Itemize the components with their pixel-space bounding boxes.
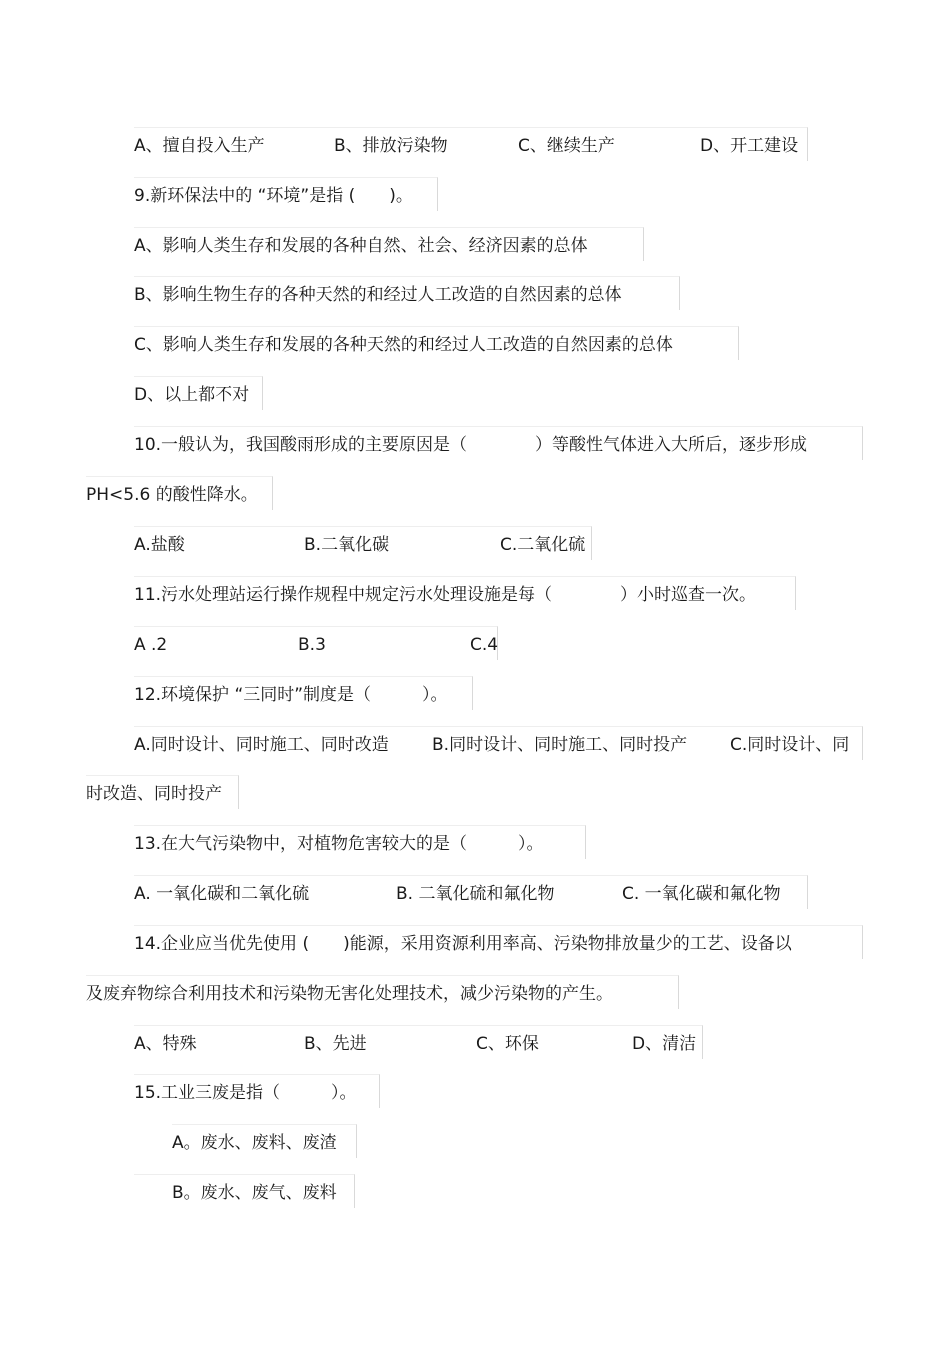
q9-option-b: B、影响生物生存的各种天然的和经过人工改造的自然因素的总体 bbox=[134, 276, 680, 310]
q9-stem: 9.新环保法中的 “环境”是指 ( )。 bbox=[134, 177, 438, 211]
q8-option-d: D、开工建设 bbox=[700, 136, 799, 156]
q8-option-b: B、排放污染物 bbox=[334, 136, 448, 156]
q15-stem: 15.工业三废是指（ ）。 bbox=[134, 1074, 380, 1108]
q10-stem-line2: PH<5.6 的酸性降水。 bbox=[86, 476, 273, 510]
q14-options-row bbox=[134, 1025, 703, 1059]
q13-option-c: C. 一氧化碳和氟化物 bbox=[622, 884, 781, 904]
q14-option-a: A、特殊 bbox=[134, 1034, 197, 1054]
q10-option-c: C.二氧化硫 bbox=[500, 535, 586, 555]
q12-option-b: B.同时设计、同时施工、同时投产 bbox=[432, 735, 688, 755]
q8-option-c: C、继续生产 bbox=[518, 136, 615, 156]
q9-option-d: D、以上都不对 bbox=[134, 376, 263, 410]
q10-option-b: B.二氧化碳 bbox=[304, 535, 390, 555]
q10-options-row bbox=[134, 526, 592, 560]
q9-option-a: A、影响人类生存和发展的各种自然、社会、经济因素的总体 bbox=[134, 227, 644, 261]
q12-options-row bbox=[134, 726, 863, 760]
q14-option-c: C、环保 bbox=[476, 1034, 539, 1054]
q14-option-d: D、清洁 bbox=[632, 1034, 697, 1054]
q11-option-b: B.3 bbox=[298, 635, 326, 655]
q10-option-a: A.盐酸 bbox=[134, 535, 185, 555]
q14-option-b: B、先进 bbox=[304, 1034, 367, 1054]
q11-option-c: C.4 bbox=[470, 635, 499, 655]
q8-option-a: A、擅自投入生产 bbox=[134, 136, 265, 156]
q11-stem: 11.污水处理站运行操作规程中规定污水处理设施是每（ ）小时巡查一次。 bbox=[134, 576, 796, 610]
q9-option-c: C、影响人类生存和发展的各种天然的和经过人工改造的自然因素的总体 bbox=[134, 326, 739, 360]
q11-options-row bbox=[134, 626, 498, 660]
q14-stem-line2: 及废弃物综合利用技术和污染物无害化处理技术，减少污染物的产生。 bbox=[86, 975, 679, 1009]
q15-option-b: B。废水、废气、废料 bbox=[134, 1174, 355, 1208]
q12-stem: 12.环境保护 “三同时”制度是（ ）。 bbox=[134, 676, 473, 710]
q10-stem-line1: 10.一般认为，我国酸雨形成的主要原因是（ ）等酸性气体进入大所后，逐步形成 bbox=[134, 426, 863, 460]
q12-option-c-wrap: 时改造、同时投产 bbox=[86, 775, 239, 809]
q15-option-a: A。废水、废料、废渣 bbox=[172, 1124, 357, 1158]
q14-stem-line1: 14.企业应当优先使用 ( )能源，采用资源利用率高、污染物排放量少的工艺、设备以 bbox=[134, 925, 863, 959]
q12-option-c: C.同时设计、同 bbox=[730, 735, 850, 755]
q13-stem: 13.在大气污染物中，对植物危害较大的是（ ）。 bbox=[134, 825, 586, 859]
q11-option-a: A .2 bbox=[134, 635, 168, 655]
q13-options-row bbox=[134, 875, 808, 909]
q13-option-a: A. 一氧化碳和二氧化硫 bbox=[134, 884, 310, 904]
q13-option-b: B. 二氧化硫和氟化物 bbox=[396, 884, 555, 904]
q8-options-row bbox=[134, 127, 808, 161]
q12-option-a: A.同时设计、同时施工、同时改造 bbox=[134, 735, 389, 755]
